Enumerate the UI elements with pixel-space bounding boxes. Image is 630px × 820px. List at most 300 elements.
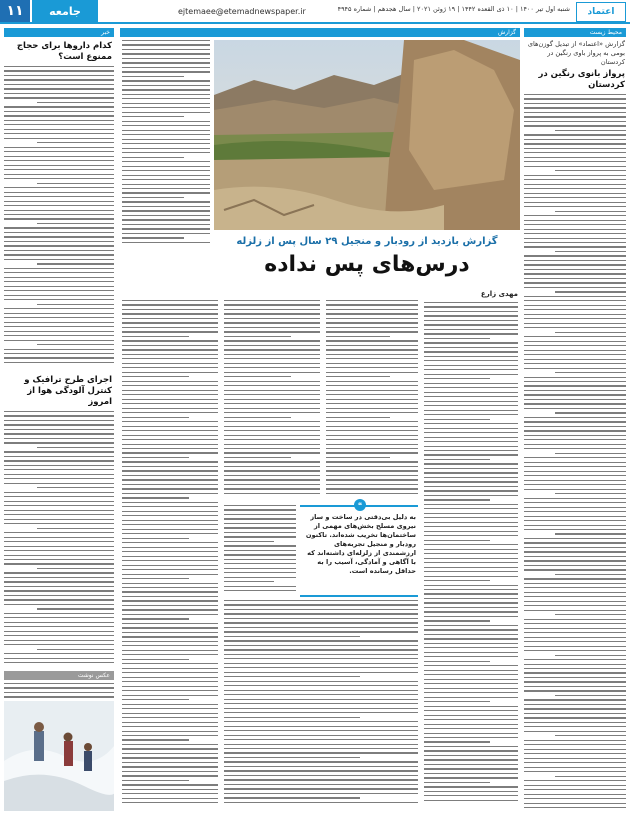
text-line — [122, 215, 210, 216]
text-line — [524, 255, 626, 256]
text-line — [326, 466, 418, 467]
text-line — [524, 98, 626, 99]
text-line — [224, 505, 296, 506]
text-line — [4, 196, 114, 197]
text-line — [4, 617, 114, 618]
text-line — [326, 435, 418, 436]
main-body-col-2 — [224, 300, 320, 500]
text-line — [4, 613, 114, 614]
text-line — [224, 439, 320, 440]
text-line — [555, 574, 626, 575]
text-line — [122, 748, 218, 749]
text-line — [122, 587, 218, 588]
text-line — [4, 683, 114, 684]
text-line — [224, 550, 296, 551]
text-line — [326, 313, 418, 314]
text-line — [122, 766, 218, 767]
text-line — [326, 327, 418, 328]
text-line — [326, 340, 418, 341]
text-line — [4, 245, 114, 246]
text-line — [122, 529, 218, 530]
text-line — [326, 488, 418, 489]
right-column — [524, 28, 626, 814]
text-line — [424, 481, 518, 482]
text-line — [424, 571, 518, 572]
text-line — [122, 722, 218, 723]
text-line — [524, 668, 626, 669]
text-line — [122, 381, 218, 382]
text-line — [224, 390, 320, 391]
text-line — [224, 541, 274, 542]
text-line — [4, 97, 114, 98]
text-line — [122, 139, 210, 140]
text-line — [224, 572, 296, 573]
text-line — [4, 147, 114, 148]
text-line — [122, 672, 218, 673]
text-line — [424, 504, 518, 505]
text-line — [4, 541, 114, 542]
text-line — [524, 569, 626, 570]
text-line — [122, 116, 184, 117]
text-line — [524, 659, 626, 660]
text-line — [224, 399, 320, 400]
text-line — [224, 663, 418, 664]
text-line — [524, 610, 626, 611]
text-line — [524, 417, 626, 418]
text-line — [122, 53, 210, 54]
text-line — [122, 520, 218, 521]
text-line — [424, 679, 518, 680]
text-line — [424, 499, 490, 500]
text-line — [122, 94, 210, 95]
text-line — [122, 717, 218, 718]
text-line — [424, 746, 518, 747]
text-line — [122, 771, 218, 772]
text-line — [122, 233, 210, 234]
text-line — [122, 605, 218, 606]
text-line — [424, 463, 518, 464]
text-line — [424, 401, 518, 402]
text-line — [326, 430, 418, 431]
text-line — [524, 421, 626, 422]
text-line — [326, 309, 418, 310]
text-line — [122, 125, 210, 126]
text-line — [224, 475, 320, 476]
text-line — [224, 559, 296, 560]
text-line — [4, 555, 114, 556]
text-line — [424, 598, 518, 599]
text-line — [224, 457, 291, 458]
text-line — [122, 497, 189, 498]
text-line — [122, 681, 218, 682]
text-line — [424, 683, 518, 684]
main-story-label: گزارش — [120, 28, 520, 37]
text-line — [224, 775, 418, 776]
text-line — [424, 625, 518, 626]
text-line — [224, 658, 418, 659]
text-line — [424, 454, 518, 455]
text-line — [524, 264, 626, 265]
text-line — [424, 602, 518, 603]
text-line — [4, 129, 114, 130]
text-line — [4, 349, 114, 350]
text-line — [122, 753, 218, 754]
text-line — [122, 313, 218, 314]
text-line — [555, 332, 626, 333]
text-line — [524, 807, 626, 808]
text-line — [224, 618, 418, 619]
right-column-label: محیط زیست — [524, 28, 626, 37]
right-headline[interactable]: پرواز بانوی رنگین در کردستان — [538, 69, 625, 90]
text-line — [524, 794, 626, 795]
text-line — [224, 577, 296, 578]
text-line — [122, 300, 218, 301]
text-line — [122, 80, 210, 81]
text-line — [4, 259, 114, 260]
text-line — [224, 797, 360, 798]
text-line — [424, 306, 518, 307]
text-line — [424, 652, 518, 653]
text-line — [424, 405, 518, 406]
text-line — [37, 183, 114, 184]
text-line — [524, 471, 626, 472]
text-line — [224, 536, 296, 537]
text-line — [326, 421, 418, 422]
text-line — [224, 340, 320, 341]
photo-caption-text — [4, 683, 114, 701]
text-line — [326, 372, 418, 373]
text-line — [524, 282, 626, 283]
text-line — [122, 430, 218, 431]
text-line — [4, 290, 114, 291]
text-line — [122, 412, 218, 413]
text-line — [122, 228, 210, 229]
text-line — [122, 40, 210, 41]
text-line — [524, 771, 626, 772]
text-line — [424, 531, 518, 532]
text-line — [122, 802, 218, 803]
text-line — [555, 695, 626, 696]
text-line — [4, 483, 114, 484]
text-line — [524, 94, 626, 95]
text-line — [4, 124, 114, 125]
text-line — [524, 206, 626, 207]
text-line — [122, 340, 218, 341]
text-line — [524, 296, 626, 297]
text-line — [224, 461, 320, 462]
text-line — [122, 695, 218, 696]
text-line — [4, 559, 114, 560]
text-line — [424, 656, 518, 657]
text-line — [4, 84, 114, 85]
text-line — [224, 509, 296, 510]
text-line — [122, 62, 210, 63]
text-line — [224, 417, 291, 418]
text-line — [122, 385, 218, 386]
text-line — [524, 677, 626, 678]
text-line — [37, 568, 114, 569]
text-line — [4, 519, 114, 520]
text-line — [524, 278, 626, 279]
text-line — [4, 218, 114, 219]
text-line — [224, 761, 418, 762]
text-line — [122, 704, 218, 705]
text-line — [122, 439, 218, 440]
text-line — [524, 134, 626, 135]
text-line — [4, 478, 114, 479]
text-line — [424, 392, 518, 393]
text-line — [524, 435, 626, 436]
text-line — [224, 640, 418, 641]
text-line — [224, 600, 418, 601]
text-line — [326, 318, 418, 319]
section-tab[interactable]: جامعه — [32, 0, 98, 22]
text-line — [122, 98, 210, 99]
text-line — [4, 272, 114, 273]
text-line — [4, 362, 114, 363]
text-line — [122, 44, 210, 45]
text-line — [224, 717, 360, 718]
text-line — [4, 232, 114, 233]
text-line — [524, 327, 626, 328]
text-line — [122, 547, 218, 548]
text-line — [424, 755, 518, 756]
text-line — [424, 468, 518, 469]
text-line — [4, 250, 114, 251]
text-line — [4, 692, 114, 693]
text-line — [122, 739, 189, 740]
text-line — [4, 465, 114, 466]
text-line — [4, 75, 114, 76]
text-line — [424, 589, 518, 590]
text-line — [122, 417, 189, 418]
text-line — [4, 635, 114, 636]
text-line — [326, 304, 418, 305]
text-line — [424, 419, 490, 420]
text-line — [122, 659, 189, 660]
text-line — [524, 672, 626, 673]
main-story — [120, 28, 520, 37]
text-line — [4, 88, 114, 89]
text-line — [326, 336, 390, 337]
text-line — [4, 277, 114, 278]
text-line — [122, 515, 218, 516]
left-headline-2[interactable]: اجرای طرح ترافیک و کنترل آلودگی هوا از امروز — [24, 375, 112, 407]
text-line — [224, 367, 320, 368]
text-line — [224, 331, 320, 332]
text-line — [524, 336, 626, 337]
text-line — [424, 585, 518, 586]
text-line — [122, 789, 218, 790]
text-line — [424, 777, 518, 778]
text-line — [4, 308, 114, 309]
text-line — [424, 338, 490, 339]
text-line — [524, 551, 626, 552]
text-line — [4, 295, 114, 296]
text-line — [122, 224, 210, 225]
text-line — [524, 381, 626, 382]
text-line — [524, 713, 626, 714]
text-line — [122, 713, 218, 714]
text-line — [4, 653, 114, 654]
text-line — [4, 326, 114, 327]
text-line — [424, 423, 518, 424]
text-line — [4, 138, 114, 139]
text-line — [424, 302, 518, 303]
text-line — [122, 502, 218, 503]
text-line — [4, 523, 114, 524]
text-line — [524, 767, 626, 768]
text-line — [326, 399, 418, 400]
text-line — [524, 430, 626, 431]
text-line — [224, 345, 320, 346]
page-number: ۱۱ — [0, 0, 30, 22]
text-line — [424, 410, 518, 411]
text-line — [122, 574, 218, 575]
text-line — [524, 246, 626, 247]
section-email[interactable]: ejtemaee@etemadnewspaper.ir — [178, 6, 306, 16]
text-line — [122, 775, 218, 776]
text-line — [4, 353, 114, 354]
text-line — [524, 116, 626, 117]
text-line — [424, 764, 518, 765]
text-line — [4, 474, 114, 475]
text-line — [122, 627, 218, 628]
text-line — [326, 385, 418, 386]
text-line — [122, 76, 184, 77]
text-line — [424, 526, 518, 527]
text-line — [122, 89, 210, 90]
text-line — [122, 757, 218, 758]
top-bar — [0, 0, 630, 24]
text-line — [122, 511, 218, 512]
text-line — [524, 798, 626, 799]
text-line — [122, 784, 218, 785]
text-line — [4, 160, 114, 161]
text-line — [424, 432, 518, 433]
text-line — [524, 242, 626, 243]
text-line — [224, 752, 418, 753]
pull-quote — [300, 500, 418, 597]
text-line — [122, 107, 210, 108]
main-body-col-1 — [122, 300, 218, 810]
text-line — [4, 299, 114, 300]
text-line — [424, 629, 518, 630]
text-line — [524, 749, 626, 750]
text-line — [424, 508, 518, 509]
text-line — [122, 583, 218, 584]
text-line — [224, 322, 320, 323]
text-line — [424, 513, 518, 514]
text-line — [424, 441, 518, 442]
text-line — [4, 79, 114, 80]
text-line — [424, 634, 518, 635]
text-line — [424, 383, 518, 384]
text-line — [122, 798, 218, 799]
text-line — [424, 360, 518, 361]
text-line — [424, 342, 518, 343]
text-line — [555, 735, 626, 736]
text-line — [4, 133, 114, 134]
text-line — [524, 426, 626, 427]
text-line — [4, 501, 114, 502]
text-line — [224, 358, 320, 359]
text-line — [524, 143, 626, 144]
text-line — [4, 505, 114, 506]
text-line — [122, 242, 210, 243]
snow-people-photo — [4, 701, 114, 811]
text-line — [122, 166, 210, 167]
right-kicker: گزارش «اعتماد» از تبدیل گوزن‌های بومی به پرواز باوی رنگین در کردستان — [527, 40, 625, 66]
text-line — [224, 802, 418, 803]
text-line — [122, 49, 210, 50]
text-line — [122, 461, 218, 462]
text-line — [524, 744, 626, 745]
text-line — [424, 791, 518, 792]
text-line — [122, 71, 210, 72]
text-line — [524, 632, 626, 633]
text-line — [424, 437, 518, 438]
pull-quote-text: به دلیل بی‌دقتی در ساخت و ساز نیروی مسلح بخش‌های مهمی از ساختمان‌ها تخریب شده‌اند. تاکنون رودبار و منجیل تجربه‌های ارزشمندی از زلزله‌ای داشته‌اند که با آگاهی و آمادگی، آسیب را به حداقل رسانده است. — [305, 513, 416, 575]
text-line — [424, 773, 518, 774]
text-line — [4, 313, 114, 314]
text-line — [524, 260, 626, 261]
text-line — [424, 414, 518, 415]
text-line — [122, 336, 189, 337]
text-line — [424, 450, 518, 451]
text-line — [424, 553, 518, 554]
text-line — [224, 300, 320, 301]
text-line — [224, 627, 418, 628]
text-line — [524, 157, 626, 158]
text-line — [122, 148, 210, 149]
text-line — [424, 562, 518, 563]
main-body-col-2b — [224, 505, 296, 595]
left-photo — [4, 701, 114, 811]
text-line — [555, 655, 626, 656]
text-line — [122, 470, 218, 471]
text-line — [4, 420, 114, 421]
earthquake-ruins-photo — [214, 40, 520, 230]
text-line — [224, 554, 296, 555]
left-headline-1[interactable]: کدام داروها برای حجاج ممنوع است؟ — [16, 41, 112, 62]
text-line — [122, 699, 189, 700]
text-line — [224, 581, 274, 582]
text-line — [524, 112, 626, 113]
text-line — [122, 426, 218, 427]
text-line — [424, 701, 490, 702]
text-line — [524, 385, 626, 386]
text-line — [122, 506, 218, 507]
text-line — [555, 251, 626, 252]
main-photo — [214, 40, 520, 230]
main-title[interactable]: درس‌های پس نداده — [264, 252, 470, 277]
text-line — [326, 475, 418, 476]
text-line — [524, 457, 626, 458]
text-line — [122, 731, 218, 732]
text-line — [524, 166, 626, 167]
text-line — [37, 142, 114, 143]
text-line — [524, 538, 626, 539]
text-line — [122, 327, 218, 328]
text-line — [424, 517, 518, 518]
text-line — [4, 281, 114, 282]
text-line — [424, 329, 518, 330]
text-line — [224, 479, 320, 480]
text-line — [424, 351, 518, 352]
text-line — [122, 58, 210, 59]
text-line — [424, 593, 518, 594]
